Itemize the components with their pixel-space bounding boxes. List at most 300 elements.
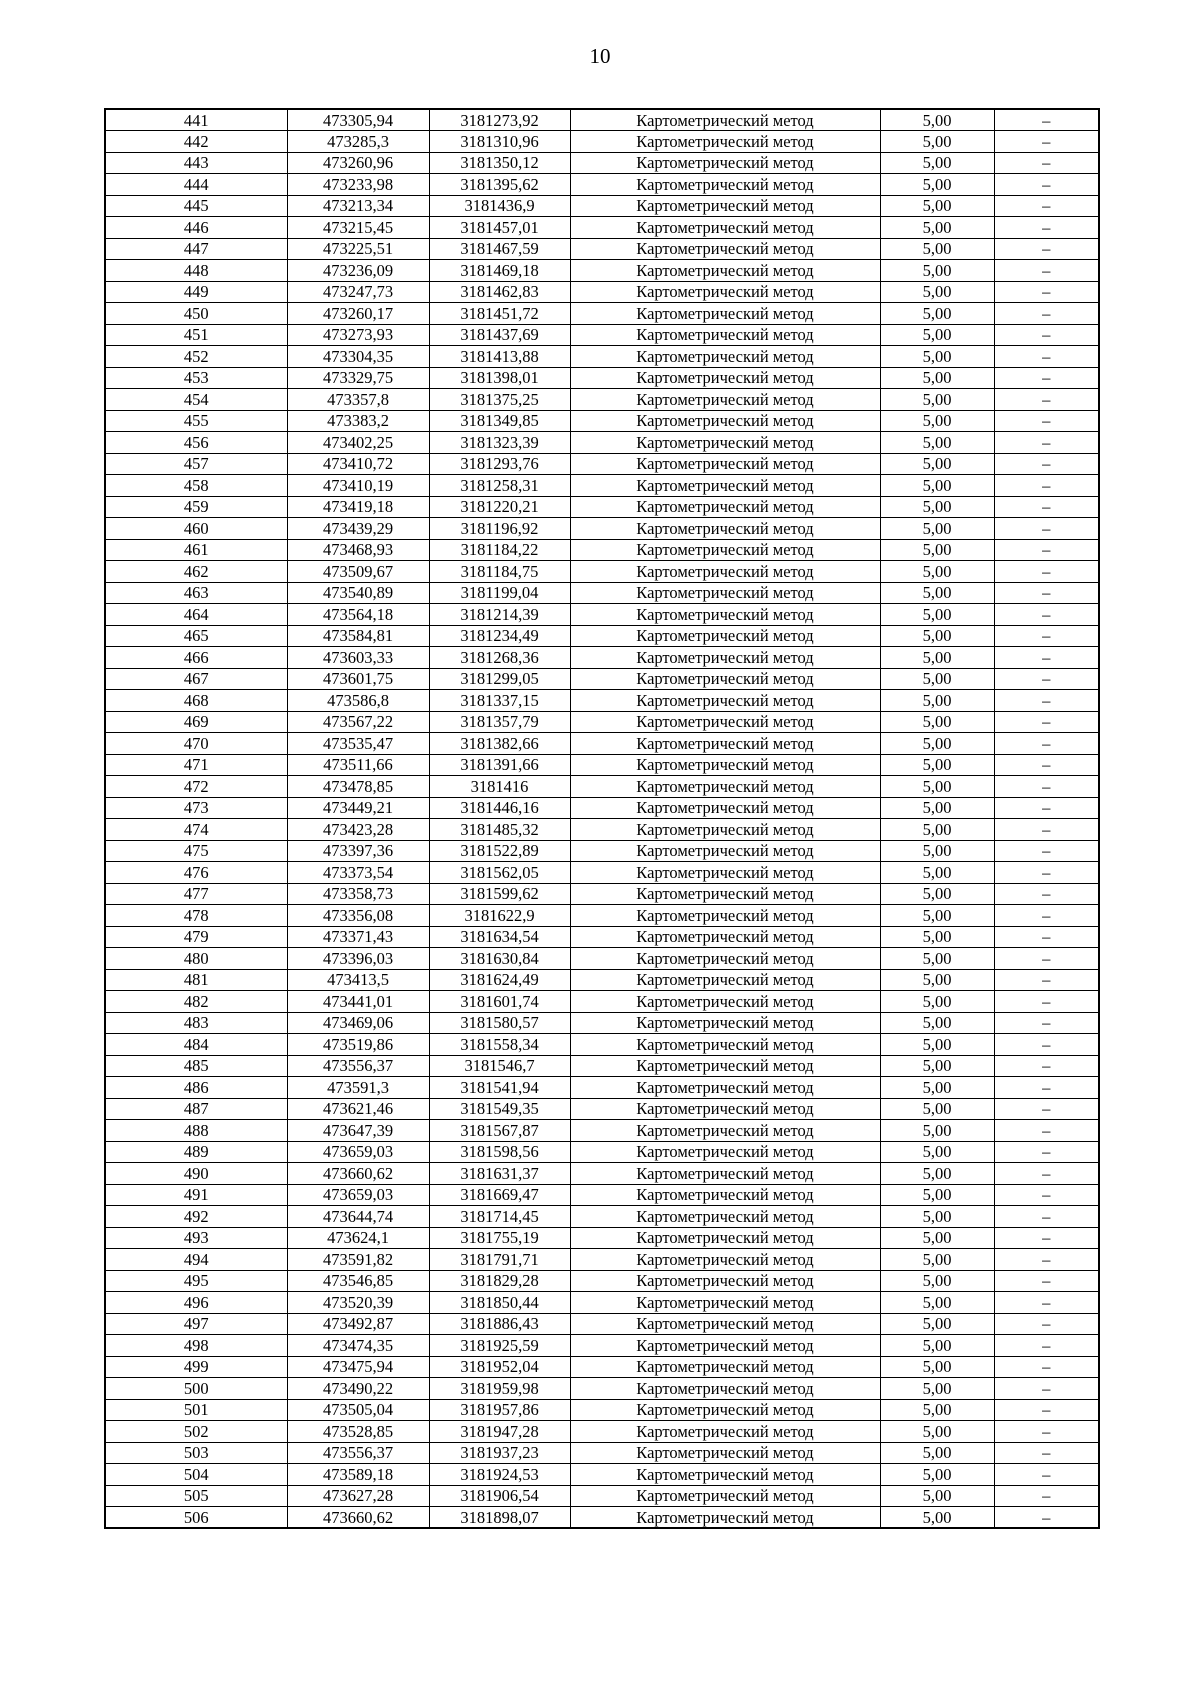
method-cell: Картометрический метод <box>570 1378 880 1400</box>
table-row <box>105 1507 1099 1529</box>
accuracy-cell: 5,00 <box>880 604 994 626</box>
point-number-cell: 442 <box>105 131 287 153</box>
point-number-cell: 486 <box>105 1077 287 1099</box>
dash-cell: – <box>994 1098 1099 1120</box>
point-number-cell: 502 <box>105 1421 287 1443</box>
y-coordinate-cell: 3181622,9 <box>429 905 570 927</box>
y-coordinate-cell: 3181947,28 <box>429 1421 570 1443</box>
y-coordinate-cell: 3181469,18 <box>429 260 570 282</box>
x-coordinate-cell: 473247,73 <box>287 281 429 303</box>
x-coordinate-cell: 473468,93 <box>287 539 429 561</box>
dash-cell: – <box>994 711 1099 733</box>
x-coordinate-cell: 473556,37 <box>287 1442 429 1464</box>
point-number-cell: 489 <box>105 1141 287 1163</box>
method-cell: Картометрический метод <box>570 1055 880 1077</box>
dash-cell: – <box>994 1485 1099 1507</box>
point-number-cell: 495 <box>105 1270 287 1292</box>
x-coordinate-cell: 473371,43 <box>287 926 429 948</box>
table-row <box>105 410 1099 432</box>
table-row <box>105 647 1099 669</box>
method-cell: Картометрический метод <box>570 862 880 884</box>
method-cell: Картометрический метод <box>570 281 880 303</box>
x-coordinate-cell: 473659,03 <box>287 1184 429 1206</box>
accuracy-cell: 5,00 <box>880 776 994 798</box>
accuracy-cell: 5,00 <box>880 496 994 518</box>
dash-cell: – <box>994 410 1099 432</box>
dash-cell: – <box>994 260 1099 282</box>
y-coordinate-cell: 3181382,66 <box>429 733 570 755</box>
dash-cell: – <box>994 1335 1099 1357</box>
table-row <box>105 668 1099 690</box>
table-row <box>105 303 1099 325</box>
x-coordinate-cell: 473356,08 <box>287 905 429 927</box>
point-number-cell: 466 <box>105 647 287 669</box>
x-coordinate-cell: 473647,39 <box>287 1120 429 1142</box>
accuracy-cell: 5,00 <box>880 1012 994 1034</box>
table-row <box>105 754 1099 776</box>
x-coordinate-cell: 473624,1 <box>287 1227 429 1249</box>
point-number-cell: 487 <box>105 1098 287 1120</box>
x-coordinate-cell: 473413,5 <box>287 969 429 991</box>
method-cell: Картометрический метод <box>570 1141 880 1163</box>
method-cell: Картометрический метод <box>570 797 880 819</box>
table-row <box>105 281 1099 303</box>
method-cell: Картометрический метод <box>570 346 880 368</box>
table-row <box>105 1098 1099 1120</box>
accuracy-cell: 5,00 <box>880 1141 994 1163</box>
table-row <box>105 797 1099 819</box>
method-cell: Картометрический метод <box>570 1184 880 1206</box>
table-row <box>105 475 1099 497</box>
dash-cell: – <box>994 174 1099 196</box>
dash-cell: – <box>994 1464 1099 1486</box>
x-coordinate-cell: 473627,28 <box>287 1485 429 1507</box>
point-number-cell: 444 <box>105 174 287 196</box>
table-row <box>105 1313 1099 1335</box>
y-coordinate-cell: 3181522,89 <box>429 840 570 862</box>
x-coordinate-cell: 473601,75 <box>287 668 429 690</box>
table-row <box>105 1421 1099 1443</box>
accuracy-cell: 5,00 <box>880 1399 994 1421</box>
y-coordinate-cell: 3181850,44 <box>429 1292 570 1314</box>
dash-cell: – <box>994 561 1099 583</box>
point-number-cell: 455 <box>105 410 287 432</box>
dash-cell: – <box>994 281 1099 303</box>
table-row <box>105 711 1099 733</box>
y-coordinate-cell: 3181214,39 <box>429 604 570 626</box>
x-coordinate-cell: 473233,98 <box>287 174 429 196</box>
point-number-cell: 451 <box>105 324 287 346</box>
dash-cell: – <box>994 217 1099 239</box>
accuracy-cell: 5,00 <box>880 668 994 690</box>
accuracy-cell: 5,00 <box>880 1206 994 1228</box>
x-coordinate-cell: 473383,2 <box>287 410 429 432</box>
y-coordinate-cell: 3181299,05 <box>429 668 570 690</box>
accuracy-cell: 5,00 <box>880 969 994 991</box>
table-row <box>105 518 1099 540</box>
dash-cell: – <box>994 453 1099 475</box>
y-coordinate-cell: 3181925,59 <box>429 1335 570 1357</box>
table-row <box>105 260 1099 282</box>
point-number-cell: 450 <box>105 303 287 325</box>
x-coordinate-cell: 473396,03 <box>287 948 429 970</box>
y-coordinate-cell: 3181416 <box>429 776 570 798</box>
x-coordinate-cell: 473474,35 <box>287 1335 429 1357</box>
y-coordinate-cell: 3181567,87 <box>429 1120 570 1142</box>
method-cell: Картометрический метод <box>570 733 880 755</box>
accuracy-cell: 5,00 <box>880 1120 994 1142</box>
dash-cell: – <box>994 1442 1099 1464</box>
dash-cell: – <box>994 303 1099 325</box>
table-row <box>105 625 1099 647</box>
point-number-cell: 499 <box>105 1356 287 1378</box>
accuracy-cell: 5,00 <box>880 1098 994 1120</box>
method-cell: Картометрический метод <box>570 647 880 669</box>
x-coordinate-cell: 473419,18 <box>287 496 429 518</box>
table-row <box>105 1249 1099 1271</box>
point-number-cell: 445 <box>105 195 287 217</box>
point-number-cell: 483 <box>105 1012 287 1034</box>
accuracy-cell: 5,00 <box>880 1507 994 1529</box>
y-coordinate-cell: 3181357,79 <box>429 711 570 733</box>
method-cell: Картометрический метод <box>570 389 880 411</box>
table-row <box>105 1012 1099 1034</box>
accuracy-cell: 5,00 <box>880 174 994 196</box>
accuracy-cell: 5,00 <box>880 1442 994 1464</box>
dash-cell: – <box>994 625 1099 647</box>
table-row <box>105 131 1099 153</box>
accuracy-cell: 5,00 <box>880 582 994 604</box>
dash-cell: – <box>994 1507 1099 1529</box>
point-number-cell: 480 <box>105 948 287 970</box>
y-coordinate-cell: 3181268,36 <box>429 647 570 669</box>
dash-cell: – <box>994 1163 1099 1185</box>
accuracy-cell: 5,00 <box>880 1034 994 1056</box>
method-cell: Картометрический метод <box>570 217 880 239</box>
accuracy-cell: 5,00 <box>880 1077 994 1099</box>
accuracy-cell: 5,00 <box>880 1335 994 1357</box>
y-coordinate-cell: 3181350,12 <box>429 152 570 174</box>
x-coordinate-cell: 473410,19 <box>287 475 429 497</box>
point-number-cell: 484 <box>105 1034 287 1056</box>
x-coordinate-cell: 473644,74 <box>287 1206 429 1228</box>
point-number-cell: 505 <box>105 1485 287 1507</box>
dash-cell: – <box>994 1249 1099 1271</box>
method-cell: Картометрический метод <box>570 1399 880 1421</box>
dash-cell: – <box>994 1034 1099 1056</box>
method-cell: Картометрический метод <box>570 883 880 905</box>
method-cell: Картометрический метод <box>570 926 880 948</box>
point-number-cell: 460 <box>105 518 287 540</box>
accuracy-cell: 5,00 <box>880 647 994 669</box>
accuracy-cell: 5,00 <box>880 1249 994 1271</box>
y-coordinate-cell: 3181349,85 <box>429 410 570 432</box>
accuracy-cell: 5,00 <box>880 754 994 776</box>
point-number-cell: 476 <box>105 862 287 884</box>
point-number-cell: 465 <box>105 625 287 647</box>
y-coordinate-cell: 3181293,76 <box>429 453 570 475</box>
table-row <box>105 840 1099 862</box>
x-coordinate-cell: 473439,29 <box>287 518 429 540</box>
dash-cell: – <box>994 1313 1099 1335</box>
point-number-cell: 441 <box>105 109 287 131</box>
y-coordinate-cell: 3181457,01 <box>429 217 570 239</box>
table-row <box>105 969 1099 991</box>
table-row <box>105 496 1099 518</box>
x-coordinate-cell: 473589,18 <box>287 1464 429 1486</box>
accuracy-cell: 5,00 <box>880 1356 994 1378</box>
x-coordinate-cell: 473469,06 <box>287 1012 429 1034</box>
x-coordinate-cell: 473449,21 <box>287 797 429 819</box>
method-cell: Картометрический метод <box>570 1292 880 1314</box>
accuracy-cell: 5,00 <box>880 1055 994 1077</box>
accuracy-cell: 5,00 <box>880 131 994 153</box>
y-coordinate-cell: 3181937,23 <box>429 1442 570 1464</box>
method-cell: Картометрический метод <box>570 1442 880 1464</box>
dash-cell: – <box>994 647 1099 669</box>
table-row <box>105 1464 1099 1486</box>
y-coordinate-cell: 3181258,31 <box>429 475 570 497</box>
accuracy-cell: 5,00 <box>880 711 994 733</box>
y-coordinate-cell: 3181714,45 <box>429 1206 570 1228</box>
dash-cell: – <box>994 948 1099 970</box>
dash-cell: – <box>994 1055 1099 1077</box>
x-coordinate-cell: 473603,33 <box>287 647 429 669</box>
dash-cell: – <box>994 1184 1099 1206</box>
accuracy-cell: 5,00 <box>880 195 994 217</box>
table-row <box>105 238 1099 260</box>
table-row <box>105 690 1099 712</box>
point-number-cell: 456 <box>105 432 287 454</box>
x-coordinate-cell: 473213,34 <box>287 195 429 217</box>
dash-cell: – <box>994 131 1099 153</box>
accuracy-cell: 5,00 <box>880 410 994 432</box>
accuracy-cell: 5,00 <box>880 1184 994 1206</box>
point-number-cell: 443 <box>105 152 287 174</box>
x-coordinate-cell: 473357,8 <box>287 389 429 411</box>
y-coordinate-cell: 3181898,07 <box>429 1507 570 1529</box>
dash-cell: – <box>994 195 1099 217</box>
table-row <box>105 346 1099 368</box>
method-cell: Картометрический метод <box>570 991 880 1013</box>
method-cell: Картометрический метод <box>570 496 880 518</box>
coordinates-table <box>104 108 1100 1529</box>
point-number-cell: 490 <box>105 1163 287 1185</box>
x-coordinate-cell: 473397,36 <box>287 840 429 862</box>
method-cell: Картометрический метод <box>570 109 880 131</box>
x-coordinate-cell: 473660,62 <box>287 1507 429 1529</box>
method-cell: Картометрический метод <box>570 1507 880 1529</box>
point-number-cell: 493 <box>105 1227 287 1249</box>
point-number-cell: 494 <box>105 1249 287 1271</box>
point-number-cell: 503 <box>105 1442 287 1464</box>
method-cell: Картометрический метод <box>570 1335 880 1357</box>
dash-cell: – <box>994 518 1099 540</box>
y-coordinate-cell: 3181234,49 <box>429 625 570 647</box>
dash-cell: – <box>994 1292 1099 1314</box>
accuracy-cell: 5,00 <box>880 152 994 174</box>
x-coordinate-cell: 473591,82 <box>287 1249 429 1271</box>
y-coordinate-cell: 3181485,32 <box>429 819 570 841</box>
method-cell: Картометрический метод <box>570 582 880 604</box>
y-coordinate-cell: 3181437,69 <box>429 324 570 346</box>
method-cell: Картометрический метод <box>570 367 880 389</box>
accuracy-cell: 5,00 <box>880 367 994 389</box>
x-coordinate-cell: 473567,22 <box>287 711 429 733</box>
dash-cell: – <box>994 389 1099 411</box>
table-row <box>105 217 1099 239</box>
x-coordinate-cell: 473329,75 <box>287 367 429 389</box>
x-coordinate-cell: 473423,28 <box>287 819 429 841</box>
dash-cell: – <box>994 1378 1099 1400</box>
x-coordinate-cell: 473584,81 <box>287 625 429 647</box>
dash-cell: – <box>994 1077 1099 1099</box>
x-coordinate-cell: 473260,96 <box>287 152 429 174</box>
table-row <box>105 1163 1099 1185</box>
accuracy-cell: 5,00 <box>880 539 994 561</box>
y-coordinate-cell: 3181959,98 <box>429 1378 570 1400</box>
x-coordinate-cell: 473441,01 <box>287 991 429 1013</box>
y-coordinate-cell: 3181634,54 <box>429 926 570 948</box>
table-row <box>105 1034 1099 1056</box>
x-coordinate-cell: 473621,46 <box>287 1098 429 1120</box>
accuracy-cell: 5,00 <box>880 625 994 647</box>
x-coordinate-cell: 473535,47 <box>287 733 429 755</box>
point-number-cell: 472 <box>105 776 287 798</box>
dash-cell: – <box>994 1206 1099 1228</box>
dash-cell: – <box>994 733 1099 755</box>
method-cell: Картометрический метод <box>570 948 880 970</box>
dash-cell: – <box>994 1421 1099 1443</box>
accuracy-cell: 5,00 <box>880 926 994 948</box>
method-cell: Картометрический метод <box>570 969 880 991</box>
accuracy-cell: 5,00 <box>880 281 994 303</box>
point-number-cell: 478 <box>105 905 287 927</box>
method-cell: Картометрический метод <box>570 238 880 260</box>
point-number-cell: 474 <box>105 819 287 841</box>
accuracy-cell: 5,00 <box>880 733 994 755</box>
y-coordinate-cell: 3181184,22 <box>429 539 570 561</box>
x-coordinate-cell: 473509,67 <box>287 561 429 583</box>
dash-cell: – <box>994 668 1099 690</box>
point-number-cell: 462 <box>105 561 287 583</box>
x-coordinate-cell: 473546,85 <box>287 1270 429 1292</box>
y-coordinate-cell: 3181580,57 <box>429 1012 570 1034</box>
point-number-cell: 461 <box>105 539 287 561</box>
dash-cell: – <box>994 432 1099 454</box>
method-cell: Картометрический метод <box>570 1012 880 1034</box>
y-coordinate-cell: 3181273,92 <box>429 109 570 131</box>
table-row <box>105 1077 1099 1099</box>
point-number-cell: 459 <box>105 496 287 518</box>
y-coordinate-cell: 3181957,86 <box>429 1399 570 1421</box>
point-number-cell: 464 <box>105 604 287 626</box>
accuracy-cell: 5,00 <box>880 690 994 712</box>
point-number-cell: 467 <box>105 668 287 690</box>
y-coordinate-cell: 3181220,21 <box>429 496 570 518</box>
point-number-cell: 457 <box>105 453 287 475</box>
y-coordinate-cell: 3181546,7 <box>429 1055 570 1077</box>
dash-cell: – <box>994 754 1099 776</box>
point-number-cell: 448 <box>105 260 287 282</box>
table-row <box>105 948 1099 970</box>
method-cell: Картометрический метод <box>570 754 880 776</box>
x-coordinate-cell: 473492,87 <box>287 1313 429 1335</box>
table-row <box>105 1120 1099 1142</box>
method-cell: Картометрический метод <box>570 324 880 346</box>
x-coordinate-cell: 473478,85 <box>287 776 429 798</box>
y-coordinate-cell: 3181601,74 <box>429 991 570 1013</box>
dash-cell: – <box>994 238 1099 260</box>
accuracy-cell: 5,00 <box>880 948 994 970</box>
x-coordinate-cell: 473660,62 <box>287 1163 429 1185</box>
accuracy-cell: 5,00 <box>880 1485 994 1507</box>
dash-cell: – <box>994 1141 1099 1163</box>
table-row <box>105 1227 1099 1249</box>
point-number-cell: 453 <box>105 367 287 389</box>
x-coordinate-cell: 473215,45 <box>287 217 429 239</box>
x-coordinate-cell: 473305,94 <box>287 109 429 131</box>
point-number-cell: 446 <box>105 217 287 239</box>
y-coordinate-cell: 3181199,04 <box>429 582 570 604</box>
y-coordinate-cell: 3181446,16 <box>429 797 570 819</box>
y-coordinate-cell: 3181906,54 <box>429 1485 570 1507</box>
method-cell: Картометрический метод <box>570 475 880 497</box>
point-number-cell: 488 <box>105 1120 287 1142</box>
method-cell: Картометрический метод <box>570 1227 880 1249</box>
table-row <box>105 582 1099 604</box>
y-coordinate-cell: 3181669,47 <box>429 1184 570 1206</box>
method-cell: Картометрический метод <box>570 539 880 561</box>
method-cell: Картометрический метод <box>570 1313 880 1335</box>
y-coordinate-cell: 3181337,15 <box>429 690 570 712</box>
accuracy-cell: 5,00 <box>880 518 994 540</box>
accuracy-cell: 5,00 <box>880 797 994 819</box>
x-coordinate-cell: 473556,37 <box>287 1055 429 1077</box>
method-cell: Картометрический метод <box>570 1249 880 1271</box>
y-coordinate-cell: 3181323,39 <box>429 432 570 454</box>
point-number-cell: 497 <box>105 1313 287 1335</box>
method-cell: Картометрический метод <box>570 711 880 733</box>
accuracy-cell: 5,00 <box>880 389 994 411</box>
page-number: 10 <box>589 44 611 68</box>
dash-cell: – <box>994 1356 1099 1378</box>
y-coordinate-cell: 3181462,83 <box>429 281 570 303</box>
x-coordinate-cell: 473373,54 <box>287 862 429 884</box>
y-coordinate-cell: 3181196,92 <box>429 518 570 540</box>
point-number-cell: 469 <box>105 711 287 733</box>
table-row <box>105 1378 1099 1400</box>
method-cell: Картометрический метод <box>570 840 880 862</box>
table-row <box>105 1292 1099 1314</box>
y-coordinate-cell: 3181395,62 <box>429 174 570 196</box>
y-coordinate-cell: 3181558,34 <box>429 1034 570 1056</box>
y-coordinate-cell: 3181467,59 <box>429 238 570 260</box>
accuracy-cell: 5,00 <box>880 840 994 862</box>
accuracy-cell: 5,00 <box>880 303 994 325</box>
accuracy-cell: 5,00 <box>880 346 994 368</box>
method-cell: Картометрический метод <box>570 1034 880 1056</box>
dash-cell: – <box>994 109 1099 131</box>
method-cell: Картометрический метод <box>570 303 880 325</box>
table-row <box>105 1055 1099 1077</box>
dash-cell: – <box>994 1270 1099 1292</box>
dash-cell: – <box>994 840 1099 862</box>
point-number-cell: 470 <box>105 733 287 755</box>
y-coordinate-cell: 3181791,71 <box>429 1249 570 1271</box>
method-cell: Картометрический метод <box>570 905 880 927</box>
table-row <box>105 883 1099 905</box>
